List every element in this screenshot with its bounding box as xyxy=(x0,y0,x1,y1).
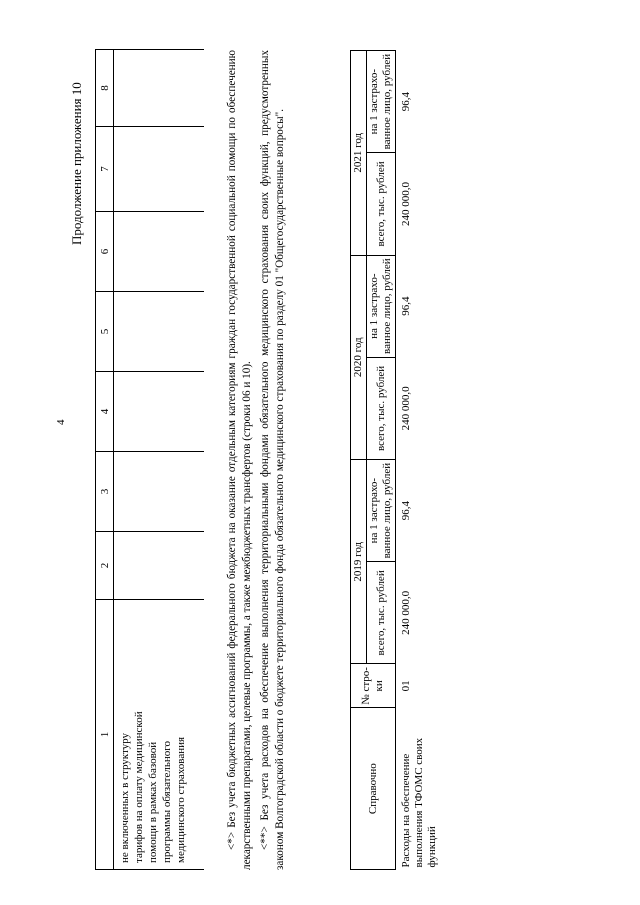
sub-total-2021: всего, тыс. рублей xyxy=(367,153,396,255)
top-row-label xyxy=(114,600,204,870)
col-row-number: № стро-ки xyxy=(351,664,396,708)
value-2021-total: 240 000,0 xyxy=(396,153,466,255)
top-cell xyxy=(114,212,204,292)
sub-per-2019: на 1 застрахо-ванное лицо, рублей xyxy=(367,460,396,562)
footnotes xyxy=(225,50,291,870)
top-header-2: 2 xyxy=(96,532,114,600)
top-header-1: 1 xyxy=(96,600,114,870)
top-row-label-line: программы обязательного xyxy=(161,741,173,863)
footnote-2: <**> Без учета расходов на обеспечение выполнения территориальными фондами обязательного медицинского страхования своих функций, предусмотренных законом Волгоградской области о бюджете территориального фонда обязательного медицинского страхования по разделу 01 "Общегосударственные вопросы". xyxy=(259,50,286,870)
value-2019-total: 240 000,0 xyxy=(396,562,466,664)
value-2019-per: 96,4 xyxy=(396,460,466,562)
col-reference: Справочно xyxy=(351,708,396,870)
top-cell xyxy=(114,50,204,127)
top-header-3: 3 xyxy=(96,452,114,532)
top-cell xyxy=(114,127,204,212)
top-header-6: 6 xyxy=(96,212,114,292)
top-header-7: 7 xyxy=(96,127,114,212)
footnote-1: <*> Без учета бюджетных ассигнований федерального бюджета на оказание отдельным категориям граждан государственной социальной помощи по обеспечению лекарственными препаратами, целевые программы, а также межбюджетных трансфертов (строки 06 и 10). xyxy=(226,50,253,870)
top-table xyxy=(95,49,204,870)
year-2021: 2021 год xyxy=(351,51,367,256)
row-number: 01 xyxy=(396,664,466,708)
value-2020-per: 96,4 xyxy=(396,255,466,357)
sub-per-2020: на 1 застрахо-ванное лицо, рублей xyxy=(367,255,396,357)
year-2019: 2019 год xyxy=(351,460,367,664)
top-row-label-line: тарифов на оплату медицинской xyxy=(133,711,145,863)
top-cell xyxy=(114,292,204,372)
top-row-label-line: помощи в рамках базовой xyxy=(147,741,159,863)
value-2020-total: 240 000,0 xyxy=(396,357,466,459)
page-title: Продолжение приложения 10 xyxy=(69,82,84,245)
top-row-label-line: медицинского страхования xyxy=(175,736,187,863)
top-header-5: 5 xyxy=(96,292,114,372)
page-number: 4 xyxy=(55,419,67,425)
sub-per-2021: на 1 застрахо-ванное лицо, рублей xyxy=(367,51,396,153)
top-cell xyxy=(114,532,204,600)
top-header-4: 4 xyxy=(96,372,114,452)
row-label: Расходы на обеспечение выполнения ТФОМС своих функций xyxy=(396,708,466,870)
reference-table xyxy=(350,50,466,870)
top-header-8: 8 xyxy=(96,50,114,127)
top-cell xyxy=(114,372,204,452)
top-cell xyxy=(114,452,204,532)
sub-total-2019: всего, тыс. рублей xyxy=(367,562,396,664)
value-2021-per: 96,4 xyxy=(396,51,466,153)
year-2020: 2020 год xyxy=(351,255,367,459)
rotated-page xyxy=(55,25,475,885)
top-row-label-line: не включенных в структуру xyxy=(119,732,131,863)
sub-total-2020: всего, тыс. рублей xyxy=(367,357,396,459)
